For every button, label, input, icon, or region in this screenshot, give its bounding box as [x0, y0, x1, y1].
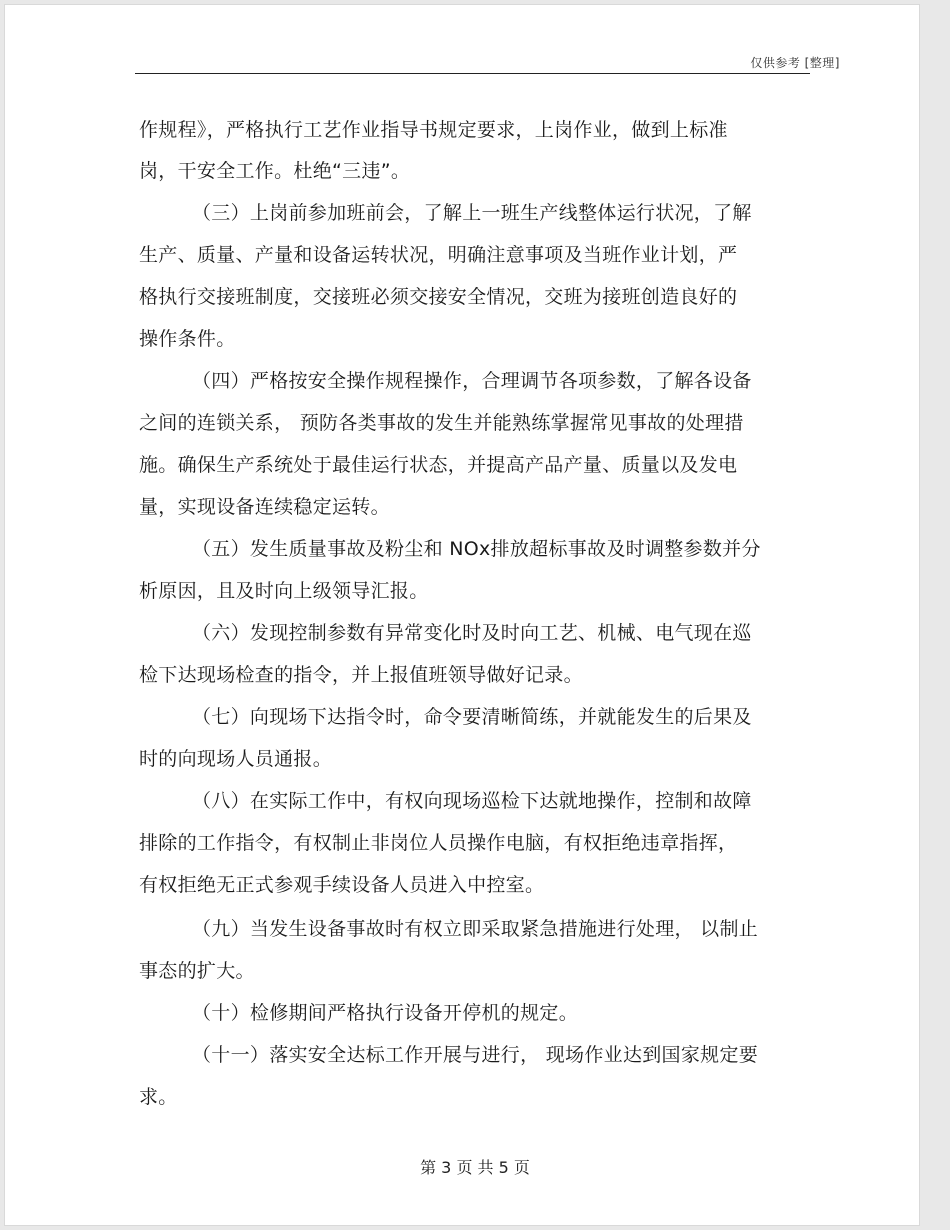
body-line: （八）在实际工作中，有权向现场巡检下达就地操作，控制和故障 [192, 790, 752, 812]
header-divider [135, 73, 810, 74]
body-line: （九）当发生设备事故时有权立即采取紧急措施进行处理， 以制止 [192, 918, 759, 940]
body-line: （十）检修期间严格执行设备开停机的规定。 [192, 1002, 579, 1024]
body-line: （五）发生质量事故及粉尘和 NOx排放超标事故及时调整参数并分 [192, 538, 761, 560]
header-label: 仅供参考 [整理] [750, 56, 840, 70]
body-line: 格执行交接班制度，交接班必须交接安全情况，交班为接班创造良好的 [139, 286, 738, 308]
body-line: 之间的连锁关系， 预防各类事故的发生并能熟练掌握常见事故的处理措 [139, 412, 744, 434]
body-line: 操作条件。 [139, 328, 236, 350]
body-line: 作规程》，严格执行工艺作业指导书规定要求，上岗作业，做到上标准 [139, 119, 728, 141]
body-line: 生产、质量、产量和设备运转状况，明确注意事项及当班作业计划，严 [139, 244, 738, 266]
body-line: 析原因，且及时向上级领导汇报。 [139, 580, 429, 602]
body-line: 施。确保生产系统处于最佳运行状态，并提高产品产量、质量以及发电 [139, 454, 738, 476]
body-line: 求。 [139, 1086, 178, 1108]
body-line: 岗，干安全工作。杜绝“三违”。 [139, 160, 411, 182]
body-line: （十一）落实安全达标工作开展与进行， 现场作业达到国家规定要 [192, 1044, 759, 1066]
body-line: 有权拒绝无正式参观手续设备人员进入中控室。 [139, 874, 545, 896]
body-line: 排除的工作指令，有权制止非岗位人员操作电脑，有权拒绝违章指挥， [139, 832, 738, 854]
page-number-footer: 第 3 页 共 5 页 [420, 1158, 530, 1177]
body-line: （三）上岗前参加班前会，了解上一班生产线整体运行状况，了解 [192, 202, 752, 224]
body-line: 检下达现场检查的指令，并上报值班领导做好记录。 [139, 664, 583, 686]
body-line: （六）发现控制参数有异常变化时及时向工艺、机械、电气现在巡 [192, 622, 752, 644]
body-line: （七）向现场下达指令时，命令要清晰简练，并就能发生的后果及 [192, 706, 752, 728]
body-line: 事态的扩大。 [139, 960, 255, 982]
body-line: 时的向现场人员通报。 [139, 748, 333, 770]
body-line: （四）严格按安全操作规程操作，合理调节各项参数，了解各设备 [192, 370, 752, 392]
body-line: 量，实现设备连续稳定运转。 [139, 496, 390, 518]
